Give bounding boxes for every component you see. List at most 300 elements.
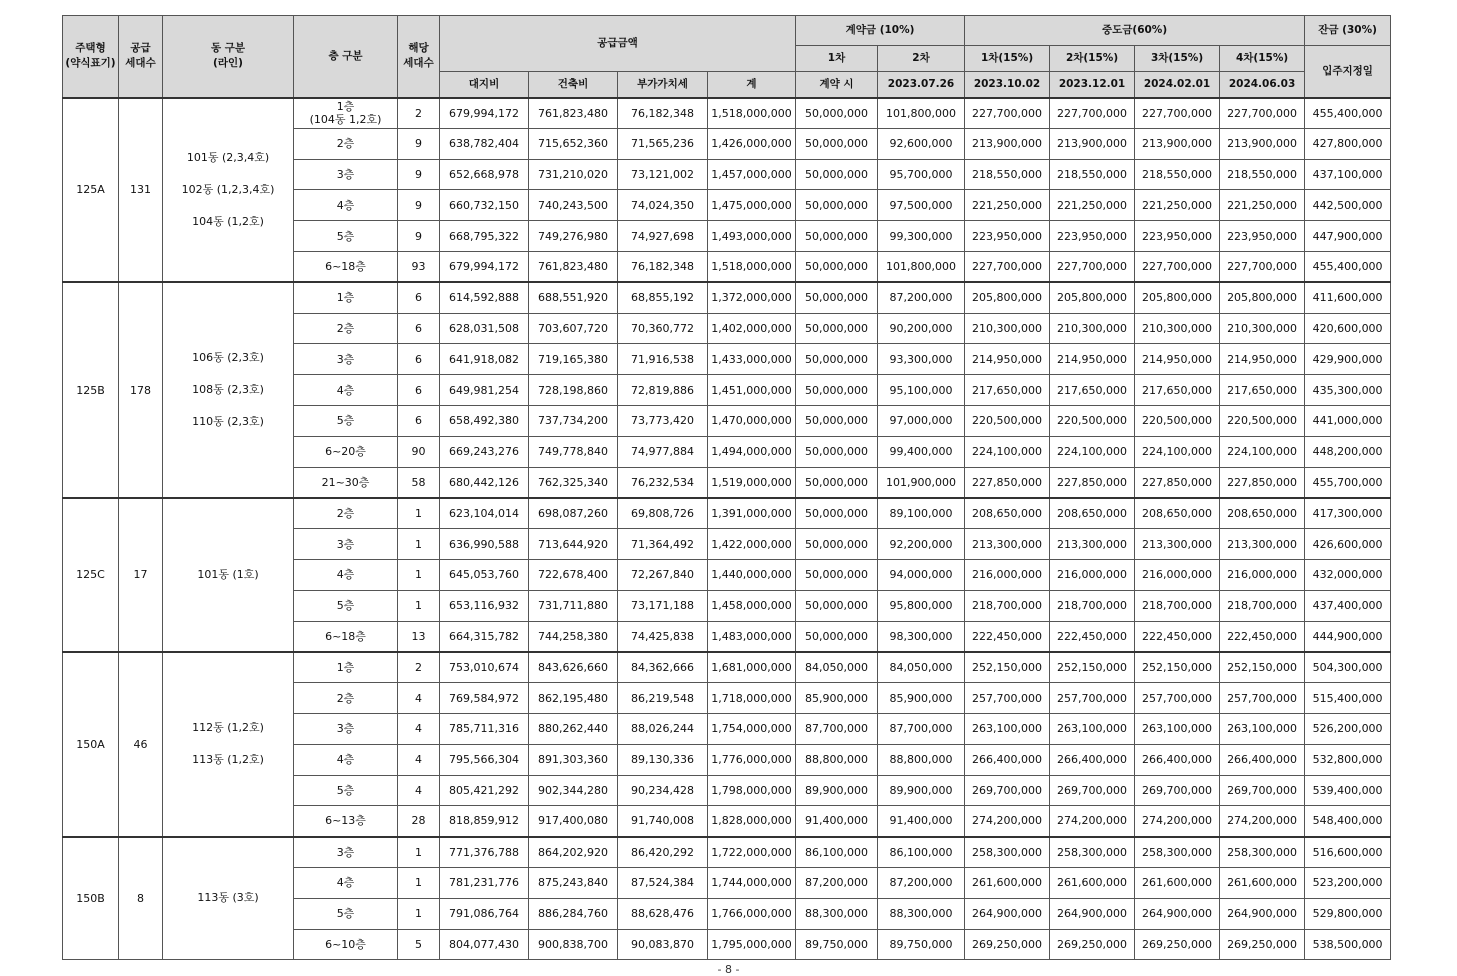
mid1-cell: 213,300,000	[965, 529, 1050, 560]
mid4-cell: 266,400,000	[1220, 744, 1305, 775]
header-dep2-date: 2023.07.26	[878, 72, 965, 98]
total-cell: 1,470,000,000	[708, 405, 796, 436]
units-cell: 1	[398, 529, 440, 560]
floor-cell: 4층	[294, 744, 398, 775]
land-cell: 679,994,172	[440, 251, 529, 282]
floor-cell: 6~20층	[294, 436, 398, 467]
dep1-cell: 50,000,000	[796, 344, 878, 375]
mid4-cell: 263,100,000	[1220, 713, 1305, 744]
land-cell: 668,795,322	[440, 221, 529, 252]
balance-cell: 437,400,000	[1305, 590, 1391, 621]
building-cell: 875,243,840	[529, 867, 618, 898]
vat-cell: 90,234,428	[618, 775, 708, 806]
mid3-cell: 252,150,000	[1135, 652, 1220, 683]
mid4-cell: 218,550,000	[1220, 159, 1305, 190]
building-cell: 731,711,880	[529, 590, 618, 621]
mid3-cell: 274,200,000	[1135, 806, 1220, 837]
header-mid4: 4차(15%)	[1220, 46, 1305, 72]
balance-cell: 444,900,000	[1305, 621, 1391, 652]
mid2-cell: 227,850,000	[1050, 467, 1135, 498]
vat-cell: 91,740,008	[618, 806, 708, 837]
balance-cell: 515,400,000	[1305, 683, 1391, 714]
mid3-cell: 227,850,000	[1135, 467, 1220, 498]
mid1-cell: 217,650,000	[965, 375, 1050, 406]
mid2-cell: 222,450,000	[1050, 621, 1135, 652]
floor-cell: 6~10층	[294, 929, 398, 960]
mid2-cell: 205,800,000	[1050, 282, 1135, 313]
header-deposit: 계약금 (10%)	[796, 16, 965, 46]
dep2-cell: 89,750,000	[878, 929, 965, 960]
dep2-cell: 98,300,000	[878, 621, 965, 652]
units-cell: 1	[398, 590, 440, 621]
header-type: 주택형 (약식표기)	[63, 16, 119, 98]
balance-cell: 432,000,000	[1305, 559, 1391, 590]
table-body	[63, 98, 1391, 960]
dong-cell	[163, 652, 294, 837]
land-cell: 818,859,912	[440, 806, 529, 837]
floor-cell: 2층	[294, 313, 398, 344]
mid1-cell: 210,300,000	[965, 313, 1050, 344]
header-mid1-date: 2023.10.02	[965, 72, 1050, 98]
dep2-cell: 93,300,000	[878, 344, 965, 375]
balance-cell: 411,600,000	[1305, 282, 1391, 313]
units-cell: 6	[398, 344, 440, 375]
mid2-cell: 261,600,000	[1050, 867, 1135, 898]
dep1-cell: 50,000,000	[796, 190, 878, 221]
header-dep1-date: 계약 시	[796, 72, 878, 98]
dong-line: 102동 (1,2,3,4호)	[181, 182, 275, 196]
mid4-cell: 213,300,000	[1220, 529, 1305, 560]
header-mid1: 1차(15%)	[965, 46, 1050, 72]
building-cell: 713,644,920	[529, 529, 618, 560]
balance-cell: 455,400,000	[1305, 251, 1391, 282]
balance-cell: 548,400,000	[1305, 806, 1391, 837]
land-cell: 769,584,972	[440, 683, 529, 714]
mid1-cell: 227,700,000	[965, 98, 1050, 129]
header-mid3-date: 2024.02.01	[1135, 72, 1220, 98]
floor-cell: 2층	[294, 128, 398, 159]
dep2-cell: 88,300,000	[878, 898, 965, 929]
mid4-cell: 222,450,000	[1220, 621, 1305, 652]
total-cell: 1,722,000,000	[708, 837, 796, 868]
land-cell: 636,990,588	[440, 529, 529, 560]
dep1-cell: 50,000,000	[796, 128, 878, 159]
floor-cell: 5층	[294, 590, 398, 621]
dep1-cell: 87,700,000	[796, 713, 878, 744]
building-cell: 744,258,380	[529, 621, 618, 652]
dep2-cell: 97,500,000	[878, 190, 965, 221]
units-cell: 1	[398, 837, 440, 868]
floor-cell: 1층 (104동 1,2호)	[294, 98, 398, 129]
vat-cell: 71,916,538	[618, 344, 708, 375]
building-cell: 880,262,440	[529, 713, 618, 744]
dep2-cell: 90,200,000	[878, 313, 965, 344]
dep1-cell: 89,750,000	[796, 929, 878, 960]
floor-cell: 6~18층	[294, 621, 398, 652]
building-cell: 731,210,020	[529, 159, 618, 190]
floor-cell: 6~18층	[294, 251, 398, 282]
mid2-cell: 269,250,000	[1050, 929, 1135, 960]
dep2-cell: 94,000,000	[878, 559, 965, 590]
mid1-cell: 218,700,000	[965, 590, 1050, 621]
units-cell: 6	[398, 405, 440, 436]
mid3-cell: 258,300,000	[1135, 837, 1220, 868]
balance-cell: 504,300,000	[1305, 652, 1391, 683]
land-cell: 680,442,126	[440, 467, 529, 498]
mid1-cell: 205,800,000	[965, 282, 1050, 313]
total-cell: 1,518,000,000	[708, 251, 796, 282]
floor-cell: 6~13층	[294, 806, 398, 837]
table-row	[63, 498, 1391, 529]
type-cell: 125B	[63, 282, 119, 498]
mid2-cell: 218,550,000	[1050, 159, 1135, 190]
dong-line: 113동 (3호)	[197, 891, 259, 905]
header-dep2: 2차	[878, 46, 965, 72]
mid4-cell: 224,100,000	[1220, 436, 1305, 467]
vat-cell: 71,364,492	[618, 529, 708, 560]
mid4-cell: 213,900,000	[1220, 128, 1305, 159]
floor-cell: 3층	[294, 159, 398, 190]
mid1-cell: 269,700,000	[965, 775, 1050, 806]
vat-cell: 76,232,534	[618, 467, 708, 498]
floor-cell: 3층	[294, 529, 398, 560]
balance-cell: 429,900,000	[1305, 344, 1391, 375]
floor-cell: 4층	[294, 190, 398, 221]
dong-cell	[163, 98, 294, 283]
mid3-cell: 214,950,000	[1135, 344, 1220, 375]
floor-cell: 4층	[294, 559, 398, 590]
balance-cell: 441,000,000	[1305, 405, 1391, 436]
dong-cell	[163, 498, 294, 652]
vat-cell: 84,362,666	[618, 652, 708, 683]
land-cell: 795,566,304	[440, 744, 529, 775]
header-dong: 동 구분 (라인)	[163, 16, 294, 98]
dep1-cell: 85,900,000	[796, 683, 878, 714]
balance-cell: 435,300,000	[1305, 375, 1391, 406]
floor-cell: 2층	[294, 683, 398, 714]
dep2-cell: 101,800,000	[878, 98, 965, 129]
total-cell: 1,518,000,000	[708, 98, 796, 129]
units-cell: 9	[398, 159, 440, 190]
units-cell: 93	[398, 251, 440, 282]
vat-cell: 74,425,838	[618, 621, 708, 652]
total-cell: 1,519,000,000	[708, 467, 796, 498]
balance-cell: 523,200,000	[1305, 867, 1391, 898]
total-cell: 1,458,000,000	[708, 590, 796, 621]
balance-cell: 417,300,000	[1305, 498, 1391, 529]
mid3-cell: 224,100,000	[1135, 436, 1220, 467]
header-mid3: 3차(15%)	[1135, 46, 1220, 72]
dong-line: 104동 (1,2호)	[192, 214, 264, 228]
header-floor: 층 구분	[294, 16, 398, 98]
land-cell: 653,116,932	[440, 590, 529, 621]
land-cell: 623,104,014	[440, 498, 529, 529]
total-cell: 1,451,000,000	[708, 375, 796, 406]
balance-cell: 442,500,000	[1305, 190, 1391, 221]
units-cell: 13	[398, 621, 440, 652]
land-cell: 664,315,782	[440, 621, 529, 652]
mid3-cell: 261,600,000	[1135, 867, 1220, 898]
floor-cell: 5층	[294, 405, 398, 436]
land-cell: 641,918,082	[440, 344, 529, 375]
dep2-cell: 89,900,000	[878, 775, 965, 806]
land-cell: 785,711,316	[440, 713, 529, 744]
mid4-cell: 252,150,000	[1220, 652, 1305, 683]
floor-cell: 5층	[294, 221, 398, 252]
units-cell: 4	[398, 775, 440, 806]
vat-cell: 71,565,236	[618, 128, 708, 159]
total-cell: 1,744,000,000	[708, 867, 796, 898]
mid1-cell: 252,150,000	[965, 652, 1050, 683]
table-row	[63, 282, 1391, 313]
mid3-cell: 266,400,000	[1135, 744, 1220, 775]
units-cell: 4	[398, 713, 440, 744]
units-cell: 58	[398, 467, 440, 498]
dep1-cell: 50,000,000	[796, 436, 878, 467]
vat-cell: 86,420,292	[618, 837, 708, 868]
dep2-cell: 99,300,000	[878, 221, 965, 252]
building-cell: 698,087,260	[529, 498, 618, 529]
dep1-cell: 88,800,000	[796, 744, 878, 775]
mid3-cell: 213,900,000	[1135, 128, 1220, 159]
mid3-cell: 205,800,000	[1135, 282, 1220, 313]
dep2-cell: 87,200,000	[878, 282, 965, 313]
dep1-cell: 50,000,000	[796, 159, 878, 190]
land-cell: 638,782,404	[440, 128, 529, 159]
header-building: 건축비	[529, 72, 618, 98]
dep1-cell: 50,000,000	[796, 251, 878, 282]
total-cell: 1,766,000,000	[708, 898, 796, 929]
dep1-cell: 50,000,000	[796, 559, 878, 590]
units-cell: 1	[398, 498, 440, 529]
vat-cell: 87,524,384	[618, 867, 708, 898]
mid4-cell: 220,500,000	[1220, 405, 1305, 436]
dep1-cell: 86,100,000	[796, 837, 878, 868]
header-vat: 부가가치세	[618, 72, 708, 98]
dep1-cell: 89,900,000	[796, 775, 878, 806]
mid3-cell: 213,300,000	[1135, 529, 1220, 560]
vat-cell: 76,182,348	[618, 98, 708, 129]
mid2-cell: 263,100,000	[1050, 713, 1135, 744]
vat-cell: 68,855,192	[618, 282, 708, 313]
table-row	[63, 652, 1391, 683]
total-cell: 1,795,000,000	[708, 929, 796, 960]
dep1-cell: 50,000,000	[796, 313, 878, 344]
type-cell: 150B	[63, 837, 119, 960]
mid2-cell: 227,700,000	[1050, 98, 1135, 129]
mid4-cell: 221,250,000	[1220, 190, 1305, 221]
total-cell: 1,433,000,000	[708, 344, 796, 375]
table-row	[63, 98, 1391, 129]
type-cell: 125A	[63, 98, 119, 283]
land-cell: 658,492,380	[440, 405, 529, 436]
mid1-cell: 264,900,000	[965, 898, 1050, 929]
balance-cell: 455,700,000	[1305, 467, 1391, 498]
mid1-cell: 227,700,000	[965, 251, 1050, 282]
mid1-cell: 221,250,000	[965, 190, 1050, 221]
land-cell: 791,086,764	[440, 898, 529, 929]
mid2-cell: 258,300,000	[1050, 837, 1135, 868]
mid1-cell: 216,000,000	[965, 559, 1050, 590]
vat-cell: 73,773,420	[618, 405, 708, 436]
vat-cell: 72,819,886	[618, 375, 708, 406]
dong-line: 106동 (2,3호)	[192, 351, 264, 365]
balance-cell: 448,200,000	[1305, 436, 1391, 467]
mid4-cell: 210,300,000	[1220, 313, 1305, 344]
floor-cell: 3층	[294, 344, 398, 375]
dep1-cell: 50,000,000	[796, 98, 878, 129]
total-cell: 1,426,000,000	[708, 128, 796, 159]
balance-cell: 532,800,000	[1305, 744, 1391, 775]
units-cell: 9	[398, 190, 440, 221]
mid1-cell: 266,400,000	[965, 744, 1050, 775]
balance-cell: 437,100,000	[1305, 159, 1391, 190]
total-cell: 1,828,000,000	[708, 806, 796, 837]
supply-units-cell: 178	[119, 282, 163, 498]
building-cell: 749,276,980	[529, 221, 618, 252]
dep1-cell: 50,000,000	[796, 405, 878, 436]
dong-cell	[163, 282, 294, 498]
balance-cell: 539,400,000	[1305, 775, 1391, 806]
land-cell: 660,732,150	[440, 190, 529, 221]
header-mid2: 2차(15%)	[1050, 46, 1135, 72]
building-cell: 900,838,700	[529, 929, 618, 960]
price-table	[62, 15, 1391, 960]
units-cell: 6	[398, 313, 440, 344]
land-cell: 649,981,254	[440, 375, 529, 406]
header-supply-units: 공급 세대수	[119, 16, 163, 98]
dong-line: 101동 (1호)	[197, 567, 259, 581]
dep1-cell: 50,000,000	[796, 221, 878, 252]
mid3-cell: 264,900,000	[1135, 898, 1220, 929]
mid1-cell: 227,850,000	[965, 467, 1050, 498]
vat-cell: 74,927,698	[618, 221, 708, 252]
mid4-cell: 257,700,000	[1220, 683, 1305, 714]
land-cell: 804,077,430	[440, 929, 529, 960]
floor-cell: 1층	[294, 282, 398, 313]
total-cell: 1,483,000,000	[708, 621, 796, 652]
units-cell: 4	[398, 683, 440, 714]
balance-cell: 516,600,000	[1305, 837, 1391, 868]
mid4-cell: 218,700,000	[1220, 590, 1305, 621]
vat-cell: 74,024,350	[618, 190, 708, 221]
supply-units-cell: 131	[119, 98, 163, 283]
mid1-cell: 214,950,000	[965, 344, 1050, 375]
mid3-cell: 257,700,000	[1135, 683, 1220, 714]
header-mid2-date: 2023.12.01	[1050, 72, 1135, 98]
mid4-cell: 227,850,000	[1220, 467, 1305, 498]
mid2-cell: 223,950,000	[1050, 221, 1135, 252]
header-total: 계	[708, 72, 796, 98]
dep1-cell: 50,000,000	[796, 529, 878, 560]
dep2-cell: 92,600,000	[878, 128, 965, 159]
mid1-cell: 223,950,000	[965, 221, 1050, 252]
total-cell: 1,776,000,000	[708, 744, 796, 775]
mid1-cell: 224,100,000	[965, 436, 1050, 467]
balance-cell: 420,600,000	[1305, 313, 1391, 344]
mid1-cell: 208,650,000	[965, 498, 1050, 529]
dep1-cell: 88,300,000	[796, 898, 878, 929]
floor-cell: 3층	[294, 713, 398, 744]
dong-line: 110동 (2,3호)	[192, 415, 264, 429]
units-cell: 9	[398, 128, 440, 159]
dep2-cell: 101,800,000	[878, 251, 965, 282]
units-cell: 9	[398, 221, 440, 252]
mid3-cell: 218,550,000	[1135, 159, 1220, 190]
mid2-cell: 252,150,000	[1050, 652, 1135, 683]
dep2-cell: 87,700,000	[878, 713, 965, 744]
mid2-cell: 266,400,000	[1050, 744, 1135, 775]
land-cell: 614,592,888	[440, 282, 529, 313]
type-cell: 150A	[63, 652, 119, 837]
mid1-cell: 263,100,000	[965, 713, 1050, 744]
mid3-cell: 217,650,000	[1135, 375, 1220, 406]
building-cell: 737,734,200	[529, 405, 618, 436]
mid2-cell: 213,900,000	[1050, 128, 1135, 159]
building-cell: 761,823,480	[529, 251, 618, 282]
mid4-cell: 261,600,000	[1220, 867, 1305, 898]
floor-cell: 5층	[294, 898, 398, 929]
land-cell: 679,994,172	[440, 98, 529, 129]
mid4-cell: 205,800,000	[1220, 282, 1305, 313]
balance-cell: 455,400,000	[1305, 98, 1391, 129]
mid2-cell: 220,500,000	[1050, 405, 1135, 436]
mid3-cell: 263,100,000	[1135, 713, 1220, 744]
header-dep1: 1차	[796, 46, 878, 72]
floor-cell: 1층	[294, 652, 398, 683]
units-cell: 6	[398, 282, 440, 313]
building-cell: 749,778,840	[529, 436, 618, 467]
mid3-cell: 223,950,000	[1135, 221, 1220, 252]
vat-cell: 76,182,348	[618, 251, 708, 282]
dep2-cell: 95,700,000	[878, 159, 965, 190]
dep1-cell: 91,400,000	[796, 806, 878, 837]
supply-units-cell: 8	[119, 837, 163, 960]
vat-cell: 73,171,188	[618, 590, 708, 621]
building-cell: 843,626,660	[529, 652, 618, 683]
balance-cell: 447,900,000	[1305, 221, 1391, 252]
land-cell: 753,010,674	[440, 652, 529, 683]
dep1-cell: 50,000,000	[796, 590, 878, 621]
total-cell: 1,372,000,000	[708, 282, 796, 313]
table-row	[63, 837, 1391, 868]
mid2-cell: 224,100,000	[1050, 436, 1135, 467]
balance-cell: 426,600,000	[1305, 529, 1391, 560]
mid4-cell: 258,300,000	[1220, 837, 1305, 868]
mid2-cell: 210,300,000	[1050, 313, 1135, 344]
floor-cell: 4층	[294, 375, 398, 406]
mid2-cell: 264,900,000	[1050, 898, 1135, 929]
mid1-cell: 218,550,000	[965, 159, 1050, 190]
page-number: - 8 -	[717, 963, 740, 976]
building-cell: 886,284,760	[529, 898, 618, 929]
mid3-cell: 269,250,000	[1135, 929, 1220, 960]
floor-cell: 4층	[294, 867, 398, 898]
mid3-cell: 221,250,000	[1135, 190, 1220, 221]
vat-cell: 72,267,840	[618, 559, 708, 590]
mid2-cell: 216,000,000	[1050, 559, 1135, 590]
table-header	[63, 16, 1391, 98]
land-cell: 669,243,276	[440, 436, 529, 467]
mid3-cell: 269,700,000	[1135, 775, 1220, 806]
floor-cell: 2층	[294, 498, 398, 529]
total-cell: 1,391,000,000	[708, 498, 796, 529]
land-cell: 781,231,776	[440, 867, 529, 898]
dong-line: 113동 (1,2호)	[192, 753, 264, 767]
mid1-cell: 257,700,000	[965, 683, 1050, 714]
mid4-cell: 214,950,000	[1220, 344, 1305, 375]
vat-cell: 86,219,548	[618, 683, 708, 714]
